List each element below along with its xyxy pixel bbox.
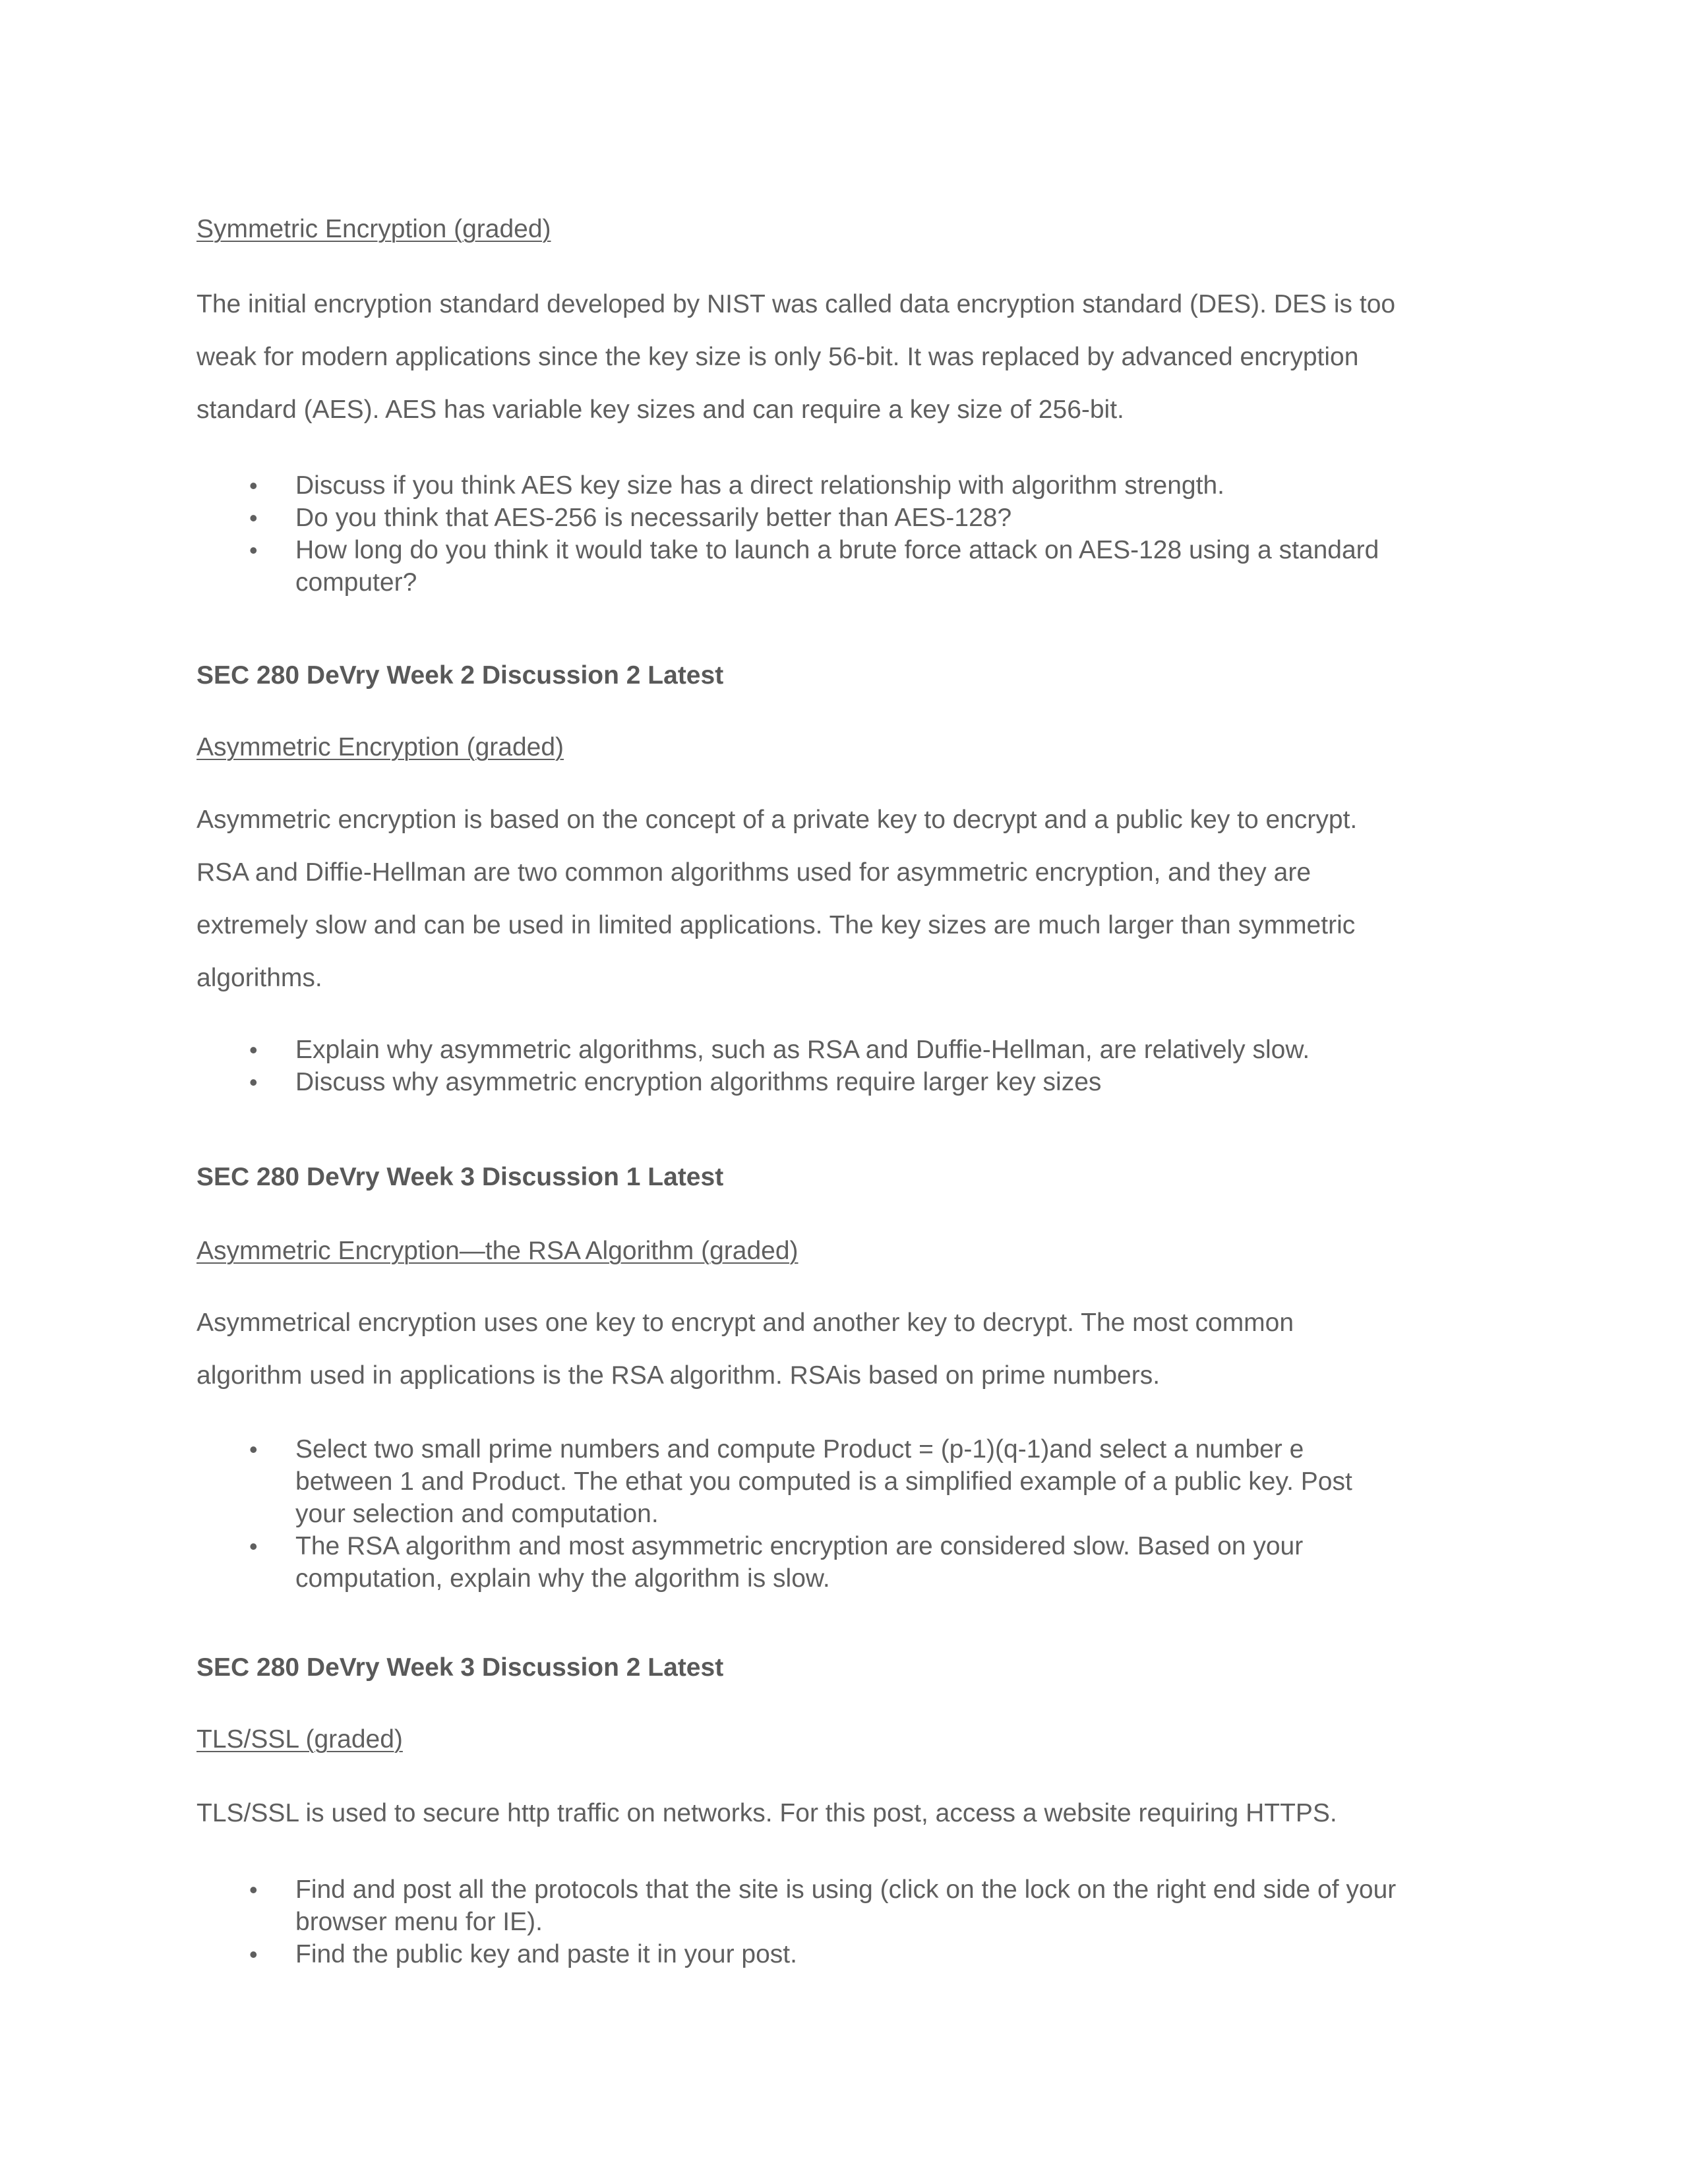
bullet-list-rsa bbox=[196, 1433, 1502, 1595]
list-item bbox=[196, 1034, 1502, 1066]
list-item-text: Find the public key and paste it in your post. bbox=[295, 1940, 797, 1968]
bullet-list-tls-ssl bbox=[196, 1874, 1502, 1970]
paragraph-line: The initial encryption standard developed by NIST was called data encryption standard (DES). DES is too bbox=[196, 290, 1396, 318]
paragraph-line: weak for modern applications since the key size is only 56-bit. It was replaced by advanced encryption bbox=[196, 343, 1359, 371]
paragraph-line: RSA and Diffie-Hellman are two common algorithms used for asymmetric encryption, and they are bbox=[196, 858, 1311, 887]
paragraph-line: algorithm used in applications is the RSA algorithm. RSAis based on prime numbers. bbox=[196, 1361, 1160, 1390]
list-item bbox=[196, 469, 1502, 502]
paragraph-rsa bbox=[196, 1297, 1502, 1402]
bullet-icon: • bbox=[249, 1036, 258, 1063]
paragraph-line: algorithms. bbox=[196, 964, 322, 992]
paragraph-line: standard (AES). AES has variable key sizes and can require a key size of 256-bit. bbox=[196, 396, 1124, 424]
section-title-symmetric: Symmetric Encryption (graded) bbox=[196, 215, 551, 243]
list-item bbox=[196, 534, 1502, 599]
paragraph-line: extremely slow and can be used in limited applications. The key sizes are much larger than symmetric bbox=[196, 911, 1356, 939]
list-item-text: browser menu for IE). bbox=[295, 1908, 543, 1936]
paragraph-line: TLS/SSL is used to secure http traffic on networks. For this post, access a website requiring HTTPS. bbox=[196, 1799, 1337, 1827]
list-item-text: Do you think that AES-256 is necessarily better than AES-128? bbox=[295, 504, 1012, 532]
list-item-text: The RSA algorithm and most asymmetric encryption are considered slow. Based on your bbox=[295, 1532, 1304, 1560]
list-item bbox=[196, 1874, 1502, 1938]
list-item-text: Explain why asymmetric algorithms, such as RSA and Duffie-Hellman, are relatively slow. bbox=[295, 1036, 1310, 1064]
bullet-icon: • bbox=[249, 1069, 258, 1096]
paragraph-symmetric bbox=[196, 278, 1502, 436]
bullet-icon: • bbox=[249, 1436, 258, 1463]
paragraph-line: Asymmetrical encryption uses one key to encrypt and another key to decrypt. The most common bbox=[196, 1309, 1294, 1337]
paragraph-tls-ssl bbox=[196, 1787, 1502, 1840]
list-item bbox=[196, 1938, 1502, 1970]
list-item bbox=[196, 1066, 1502, 1098]
list-item-text: Find and post all the protocols that the site is using (click on the lock on the right end side of your bbox=[295, 1875, 1397, 1904]
list-item-text: Select two small prime numbers and compute Product = (p-1)(q-1)and select a number e bbox=[295, 1435, 1304, 1463]
list-item bbox=[196, 1530, 1502, 1595]
list-item-text: between 1 and Product. The ethat you computed is a simplified example of a public key. Post bbox=[295, 1467, 1352, 1496]
list-item bbox=[196, 1433, 1502, 1530]
bullet-icon: • bbox=[249, 1533, 258, 1560]
heading-week3-discussion2: SEC 280 DeVry Week 3 Discussion 2 Latest bbox=[196, 1653, 724, 1682]
bullet-icon: • bbox=[249, 1941, 258, 1968]
list-item-text: computation, explain why the algorithm is slow. bbox=[295, 1564, 830, 1593]
bullet-icon: • bbox=[249, 1876, 258, 1903]
paragraph-asymmetric bbox=[196, 794, 1502, 1005]
list-item bbox=[196, 502, 1502, 534]
list-item-text: your selection and computation. bbox=[295, 1500, 659, 1528]
section-title-rsa: Asymmetric Encryption—the RSA Algorithm (graded) bbox=[196, 1237, 799, 1265]
bullet-list-symmetric bbox=[196, 469, 1502, 599]
section-title-asymmetric: Asymmetric Encryption (graded) bbox=[196, 733, 564, 761]
list-item-text: Discuss if you think AES key size has a direct relationship with algorithm strength. bbox=[295, 471, 1224, 500]
list-item-text: Discuss why asymmetric encryption algorithms require larger key sizes bbox=[295, 1068, 1102, 1096]
bullet-icon: • bbox=[249, 537, 258, 564]
bullet-list-asymmetric bbox=[196, 1034, 1502, 1098]
heading-week2-discussion2: SEC 280 DeVry Week 2 Discussion 2 Latest bbox=[196, 661, 724, 690]
section-title-tls-ssl: TLS/SSL (graded) bbox=[196, 1725, 403, 1754]
list-item-text: computer? bbox=[295, 568, 417, 597]
heading-week3-discussion1: SEC 280 DeVry Week 3 Discussion 1 Latest bbox=[196, 1163, 724, 1191]
list-item-text: How long do you think it would take to launch a brute force attack on AES-128 using a standard bbox=[295, 536, 1379, 564]
paragraph-line: Asymmetric encryption is based on the concept of a private key to decrypt and a public key to encrypt. bbox=[196, 806, 1358, 834]
bullet-icon: • bbox=[249, 504, 258, 531]
bullet-icon: • bbox=[249, 472, 258, 499]
